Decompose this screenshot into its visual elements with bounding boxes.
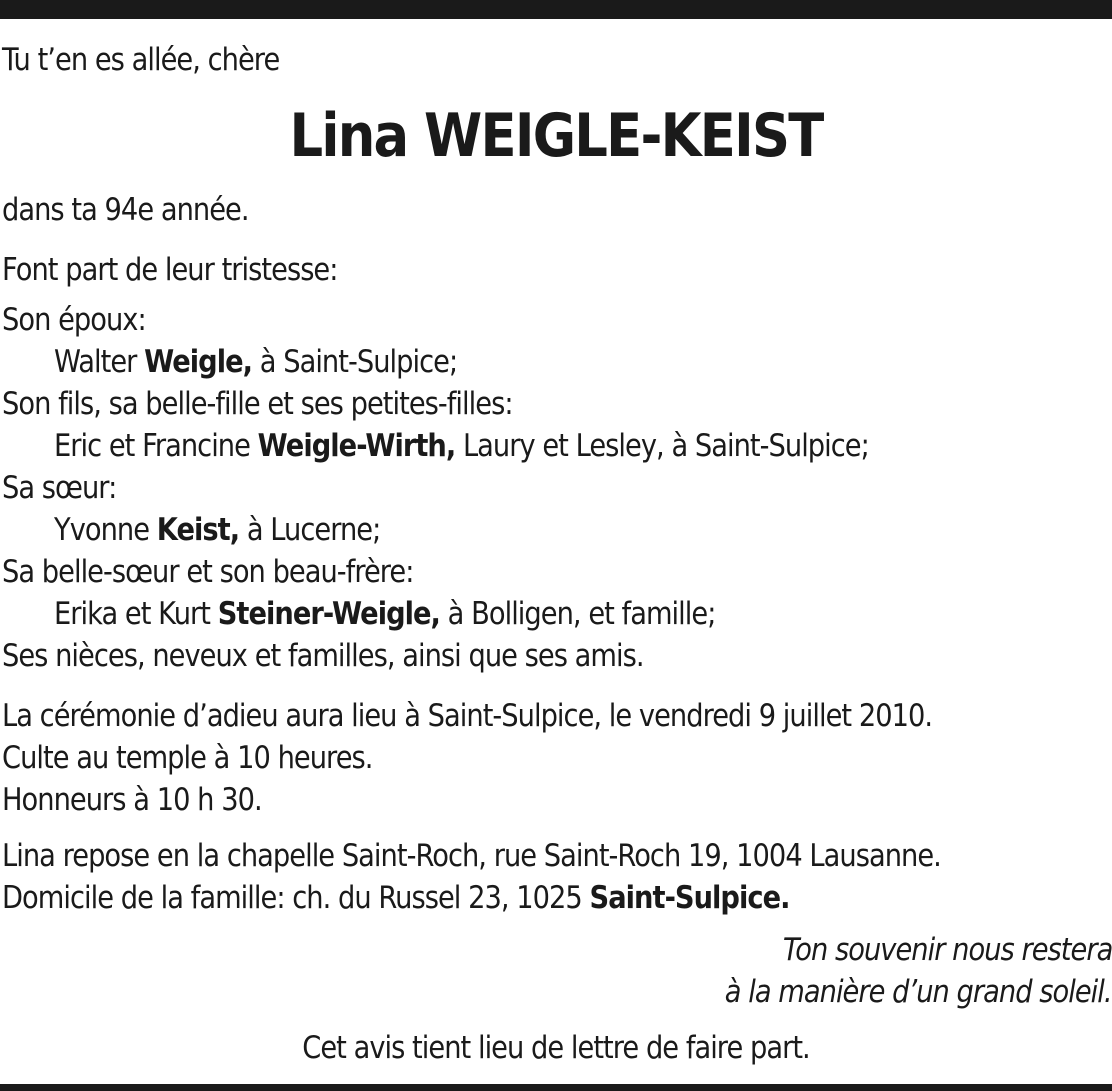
- announcement-text: Font part de leur tristesse:: [2, 252, 338, 288]
- ceremony-line: La cérémonie d’adieu aura lieu à Saint-Sulpice, le vendredi 9 juillet 2010.: [2, 698, 933, 734]
- domicile-line: [2, 878, 790, 918]
- closing-note: Cet avis tient lieu de lettre de faire part.: [302, 1030, 810, 1066]
- top-border-rule: [0, 0, 1112, 19]
- bottom-border-rule: [0, 1084, 1112, 1091]
- others-line: Ses nièces, neveux et familles, ainsi que ses amis.: [2, 638, 644, 674]
- member-location: à Bolligen, et famille;: [439, 596, 716, 632]
- family-relation: Son fils, sa belle-fille et ses petites-filles:: [2, 386, 513, 422]
- member-surname: Weigle,: [144, 344, 253, 380]
- family-member: [54, 510, 380, 550]
- member-first-name: Walter: [54, 344, 145, 380]
- quote-line: Ton souvenir nous restera: [782, 932, 1112, 968]
- member-location: à Lucerne;: [239, 512, 381, 548]
- ceremony-line: Culte au temple à 10 heures.: [2, 740, 373, 776]
- quote-line: à la manière d’un grand soleil.: [725, 974, 1112, 1010]
- family-relation: Sa belle-sœur et son beau-frère:: [2, 554, 414, 590]
- member-first-name: Eric et Francine: [54, 428, 258, 464]
- member-location: à Saint-Sulpice;: [252, 344, 458, 380]
- family-member: [54, 342, 457, 382]
- member-first-name: Erika et Kurt: [54, 596, 218, 632]
- member-surname: Steiner-Weigle,: [217, 596, 440, 632]
- family-relation: Sa sœur:: [2, 470, 117, 506]
- ceremony-line: Honneurs à 10 h 30.: [2, 782, 262, 818]
- domicile-address: Domicile de la famille: ch. du Russel 23, 1025: [2, 880, 590, 916]
- family-member: [54, 594, 715, 634]
- family-relation: Son époux:: [2, 302, 146, 338]
- member-surname: Weigle-Wirth,: [257, 428, 456, 464]
- deceased-name: Lina WEIGLE-KEIST: [289, 101, 823, 171]
- member-location: Laury et Lesley, à Saint-Sulpice;: [455, 428, 869, 464]
- member-first-name: Yvonne: [54, 512, 157, 548]
- intro-text: Tu t’en es allée, chère: [2, 42, 280, 78]
- domicile-town: Saint-Sulpice.: [589, 880, 790, 916]
- member-surname: Keist,: [156, 512, 240, 548]
- age-line: dans ta 94e année.: [2, 192, 249, 228]
- family-member: [54, 426, 869, 466]
- rest-location-line: Lina repose en la chapelle Saint-Roch, rue Saint-Roch 19, 1004 Lausanne.: [2, 838, 941, 874]
